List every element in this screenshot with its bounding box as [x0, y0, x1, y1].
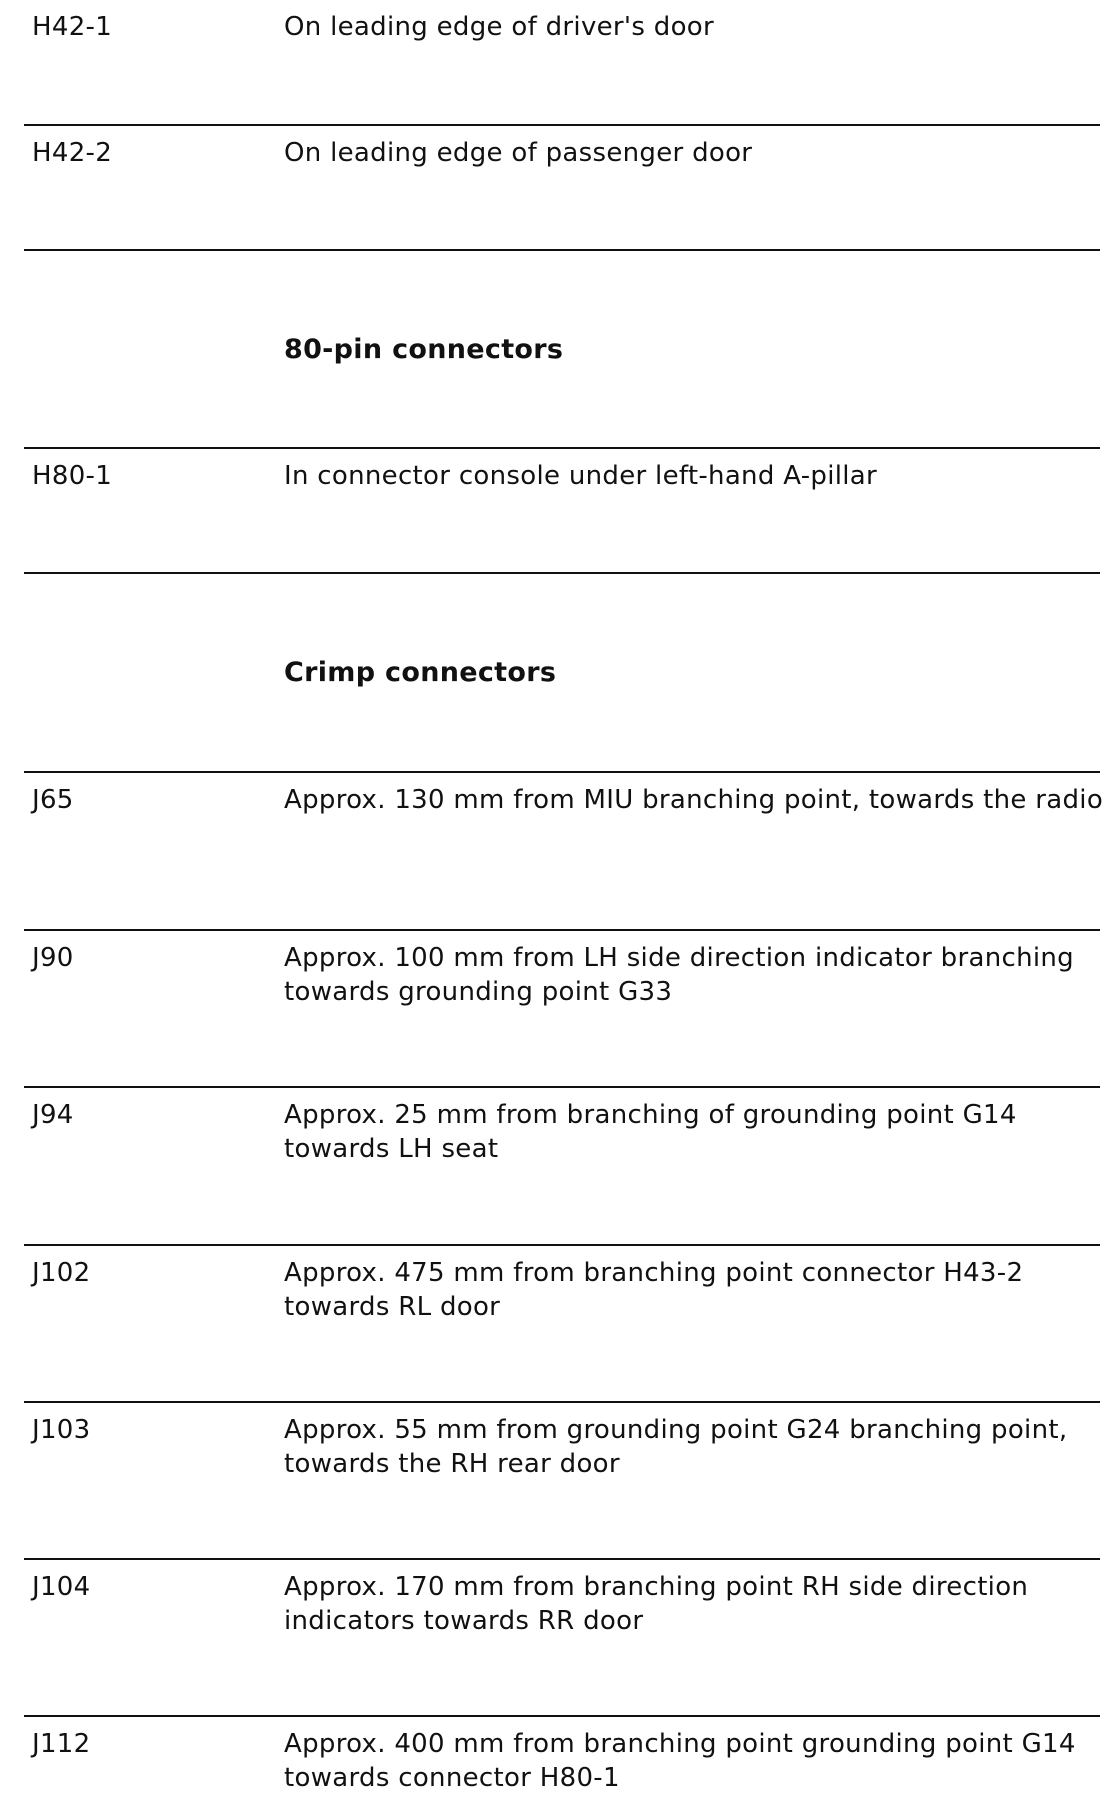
row-divider	[24, 447, 1100, 449]
row-divider	[24, 249, 1100, 251]
row-divider	[24, 1086, 1100, 1088]
connector-code: H80-1	[32, 461, 113, 491]
row-divider	[24, 1715, 1100, 1717]
connector-location: Approx. 100 mm from LH side direction indicator branching towards grounding point G33	[284, 943, 1074, 1007]
connector-location: Approx. 130 mm from MIU branching point, towards the radio	[284, 785, 1104, 815]
connector-code: J104	[32, 1572, 91, 1602]
row-divider	[24, 929, 1100, 931]
connector-location: On leading edge of driver's door	[284, 12, 714, 42]
connector-code: H42-2	[32, 138, 113, 168]
row-divider	[24, 572, 1100, 574]
row-divider	[24, 124, 1100, 126]
connector-location: Approx. 475 mm from branching point connector H43-2 towards RL door	[284, 1258, 1024, 1322]
connector-code: J90	[32, 943, 74, 973]
connector-location: Approx. 55 mm from grounding point G24 branching point, towards the RH rear door	[284, 1415, 1068, 1479]
connector-code: J94	[32, 1100, 74, 1130]
section-heading: Crimp connectors	[284, 657, 557, 688]
connector-code: J103	[32, 1415, 91, 1445]
connector-location: Approx. 170 mm from branching point RH side direction indicators towards RR door	[284, 1572, 1029, 1636]
section-heading: 80-pin connectors	[284, 334, 564, 365]
connector-location: On leading edge of passenger door	[284, 138, 753, 168]
connector-code: J65	[32, 785, 74, 815]
row-divider	[24, 771, 1100, 773]
row-divider	[24, 1244, 1100, 1246]
row-divider	[24, 1558, 1100, 1560]
connector-location: Approx. 25 mm from branching of grounding point G14 towards LH seat	[284, 1100, 1017, 1164]
connector-code: J102	[32, 1258, 91, 1288]
connector-code: H42-1	[32, 12, 113, 42]
connector-location: In connector console under left-hand A-pillar	[284, 461, 877, 491]
connector-location: Approx. 400 mm from branching point grounding point G14 towards connector H80-1	[284, 1729, 1076, 1793]
connector-code: J112	[32, 1729, 91, 1759]
row-divider	[24, 1401, 1100, 1403]
